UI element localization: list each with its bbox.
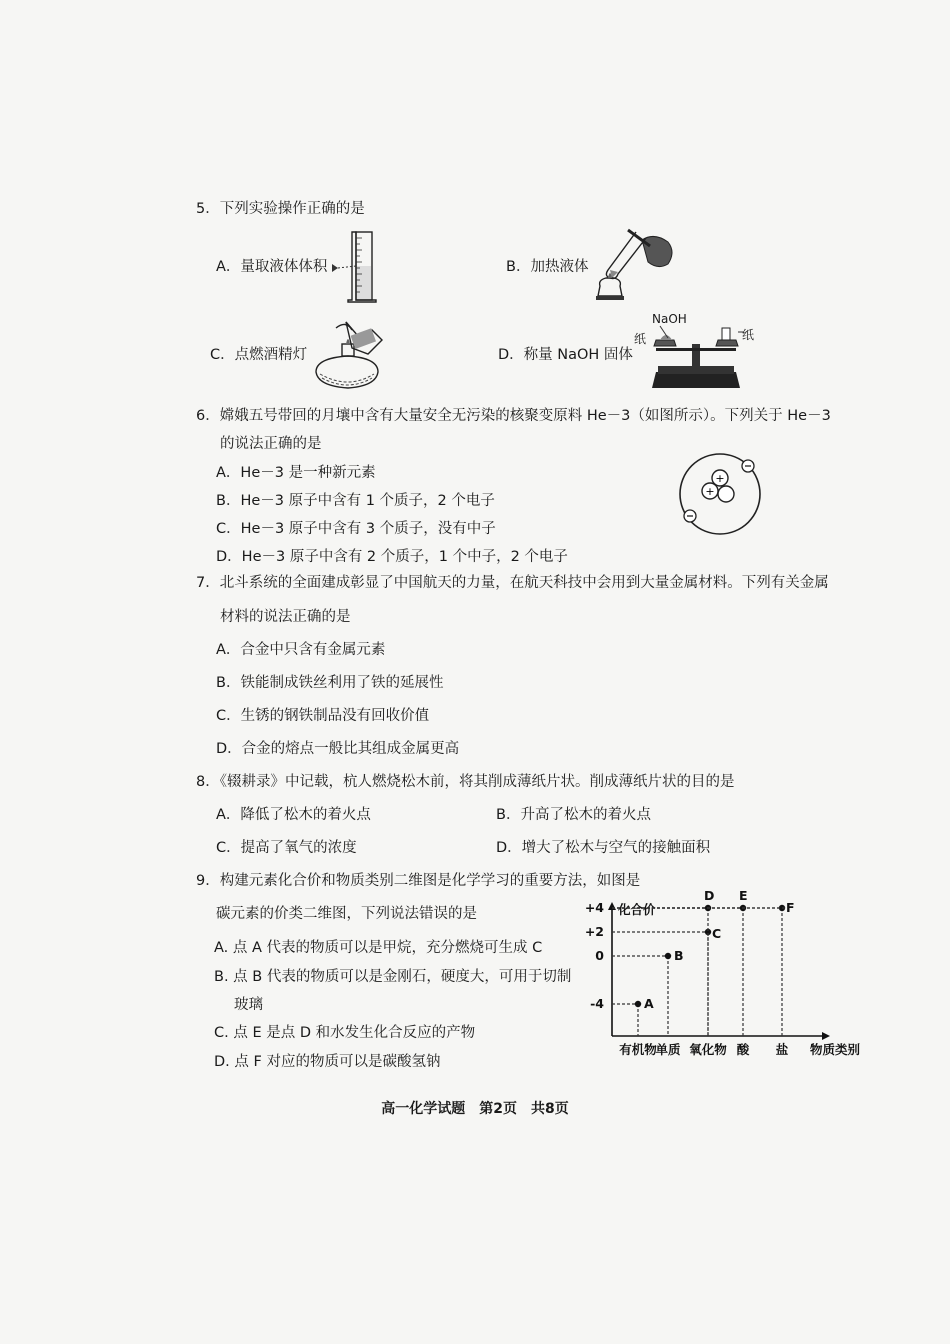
q6-stem-line1: 6．嫦娥五号带回的月壤中含有大量安全无污染的核聚变原料 He－3（如图所示）。下列关于 He－3 xyxy=(196,408,831,424)
q6-option-b: B．He－3 原子中含有 1 个质子，2 个电子 xyxy=(216,493,495,509)
y-tick-label: +2 xyxy=(584,924,604,939)
q7-option-d: D．合金的熔点一般比其组成金属更高 xyxy=(216,741,460,757)
data-point-b xyxy=(665,953,671,959)
q8-option-b: B．升高了松木的着火点 xyxy=(496,807,651,823)
y-axis-label: 化合价 xyxy=(618,902,656,917)
q8-stem: 8．《辍耕录》中记载，杭人燃烧松木前，将其削成薄纸片状。削成薄纸片状的目的是 xyxy=(196,774,735,790)
q8-option-d: D．增大了松木与空气的接触面积 xyxy=(496,840,711,856)
q9-stem-line2: 碳元素的价类二维图，下列说法错误的是 xyxy=(216,906,477,922)
alcohol-lamp-icon xyxy=(306,314,390,396)
graduated-cylinder-icon xyxy=(330,228,390,306)
x-axis-arrow-icon xyxy=(822,1032,830,1040)
neutron-icon xyxy=(718,486,734,502)
x-tick-label: 酸 xyxy=(736,1042,750,1057)
valence-category-chart xyxy=(560,888,861,1070)
point-label-a: A xyxy=(644,996,654,1011)
q9-option-d: D. 点 F 对应的物质可以是碳酸氢钠 xyxy=(214,1054,441,1070)
q7-stem-line2: 材料的说法正确的是 xyxy=(220,609,351,625)
naoh-label: NaOH xyxy=(652,312,687,326)
x-tick-label: 盐 xyxy=(775,1042,789,1057)
q5-stem: 5．下列实验操作正确的是 xyxy=(196,201,365,217)
q9-option-b-line2: 玻璃 xyxy=(234,997,263,1013)
point-label-e: E xyxy=(739,888,748,903)
q9-option-b-line1: B. 点 B 代表的物质可以是金刚石，硬度大，可用于切制 xyxy=(214,969,572,985)
q8-option-c: C．提高了氧气的浓度 xyxy=(216,840,357,856)
y-tick-label: +4 xyxy=(584,900,604,915)
y-tick-label: -4 xyxy=(590,996,604,1011)
q6-option-c: C．He－3 原子中含有 3 个质子，没有中子 xyxy=(216,521,496,537)
x-tick-label: 单质 xyxy=(655,1042,681,1057)
page-footer: 高一化学试题 第2页 共8页 xyxy=(381,1101,569,1117)
q5-option-a: A．量取液体体积 xyxy=(216,259,328,275)
x-tick-label: 有机物 xyxy=(619,1042,657,1057)
svg-text:+: + xyxy=(715,472,725,485)
balance-scale-icon xyxy=(646,322,746,390)
q5-option-c: C．点燃酒精灯 xyxy=(210,347,308,363)
x-axis-label: 物质类别 xyxy=(810,1042,861,1057)
y-tick-label: 0 xyxy=(595,948,604,963)
heating-test-tube-icon xyxy=(588,222,678,304)
y-axis-arrow-icon xyxy=(608,902,616,910)
q6-option-a: A．He－3 是一种新元素 xyxy=(216,465,376,481)
q9-option-a: A. 点 A 代表的物质可以是甲烷，充分燃烧可生成 C xyxy=(214,940,543,956)
q7-option-a: A．合金中只含有金属元素 xyxy=(216,642,386,658)
q9-option-c: C. 点 E 是点 D 和水发生化合反应的产物 xyxy=(214,1025,476,1041)
paper-right-label: 纸 xyxy=(742,328,755,342)
paper-left-label: 纸 xyxy=(634,332,647,346)
q7-option-c: C．生锈的钢铁制品没有回收价值 xyxy=(216,708,430,724)
point-label-f: F xyxy=(786,900,795,915)
q5-option-d: D．称量 NaOH 固体 xyxy=(498,347,633,363)
data-point-a xyxy=(635,1001,641,1007)
x-tick-label: 氧化物 xyxy=(689,1042,727,1057)
q8-option-a: A．降低了松木的着火点 xyxy=(216,807,371,823)
q5-option-b: B．加热液体 xyxy=(506,259,589,275)
q9-stem-line1: 9．构建元素化合价和物质类别二维图是化学学习的重要方法，如图是 xyxy=(196,873,641,889)
svg-text:+: + xyxy=(705,485,715,498)
point-label-b: B xyxy=(674,948,684,963)
q6-option-d: D．He－3 原子中含有 2 个质子，1 个中子，2 个电子 xyxy=(216,549,568,565)
point-label-c: C xyxy=(712,926,722,941)
q7-option-b: B．铁能制成铁丝利用了铁的延展性 xyxy=(216,675,444,691)
helium-3-atom-diagram xyxy=(676,448,776,548)
q6-stem-line2: 的说法正确的是 xyxy=(220,436,322,452)
q7-stem-line1: 7．北斗系统的全面建成彰显了中国航天的力量，在航天科技中会用到大量金属材料。下列有关金属 xyxy=(196,575,829,591)
point-label-d: D xyxy=(704,888,715,903)
